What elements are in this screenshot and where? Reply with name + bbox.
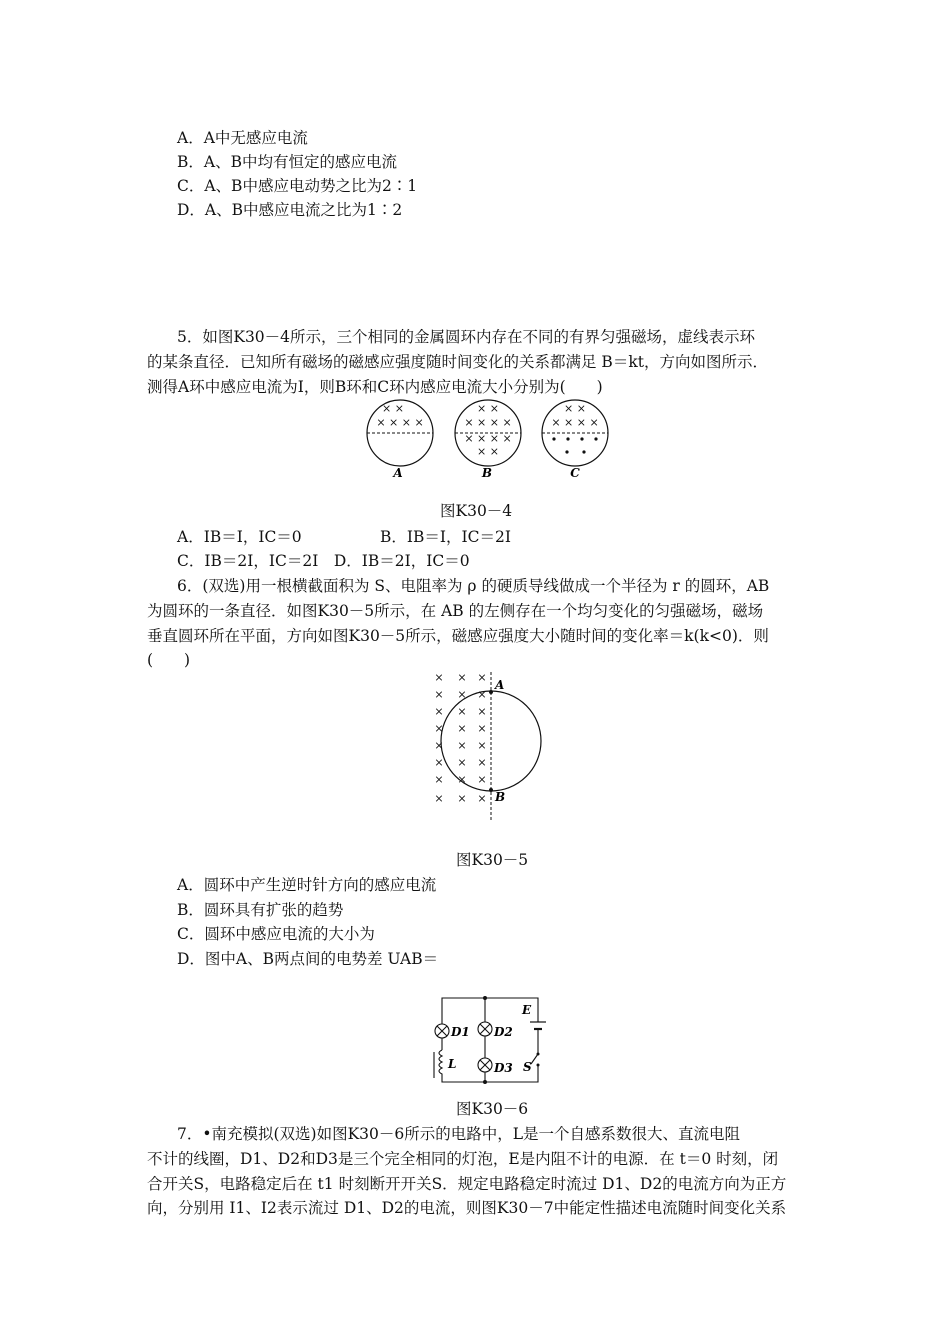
figure-k30-4 bbox=[360, 395, 620, 483]
svg-text:× ×: × × bbox=[564, 402, 586, 415]
q6-line-4: ( ) bbox=[147, 651, 191, 669]
svg-text:×: × bbox=[457, 792, 467, 805]
q6-option-d: D．图中A、B两点间的电势差 UAB＝ bbox=[177, 950, 439, 968]
svg-text:×: × bbox=[434, 792, 444, 805]
svg-text:×: × bbox=[477, 688, 487, 701]
fig6-label-d3: D3 bbox=[494, 1061, 513, 1075]
q6-option-a: A．圆环中产生逆时针方向的感应电流 bbox=[177, 876, 437, 894]
svg-text:×: × bbox=[457, 756, 467, 769]
q7-line-2: 不计的线圈，D1、D2和D3是三个完全相同的灯泡，E是内阻不计的电源．在 t＝0 时刻，闭 bbox=[147, 1150, 779, 1168]
caption-k30-6: 图K30－6 bbox=[456, 1100, 529, 1118]
q6-option-b: B．圆环具有扩张的趋势 bbox=[177, 901, 344, 919]
svg-text:× × × ×: × × × × bbox=[464, 432, 512, 445]
svg-text:×: × bbox=[477, 671, 487, 684]
svg-text:×: × bbox=[477, 756, 487, 769]
fig4-label-c: C bbox=[570, 466, 580, 480]
svg-text:×: × bbox=[477, 739, 487, 752]
q5-line-2: 的某条直径．已知所有磁场的磁感应强度随时间变化的关系都满足 B＝kt，方向如图所示． bbox=[147, 353, 768, 371]
svg-text:×: × bbox=[477, 792, 487, 805]
q4-option-c: C．A、B中感应电动势之比为2∶1 bbox=[177, 177, 418, 195]
svg-text:×: × bbox=[434, 671, 444, 684]
fig5-label-b: B bbox=[495, 790, 506, 804]
svg-text:×: × bbox=[457, 688, 467, 701]
q4-option-a: A．A中无感应电流 bbox=[177, 129, 308, 147]
svg-text:× × × ×: × × × × bbox=[464, 416, 512, 429]
fig6-label-d2: D2 bbox=[494, 1025, 513, 1039]
q7-line-1: 7．•南充模拟(双选)如图K30－6所示的电路中，L是一个自感系数很大、直流电阻 bbox=[177, 1125, 741, 1143]
svg-text:×: × bbox=[457, 671, 467, 684]
svg-text:×: × bbox=[434, 739, 444, 752]
svg-text:×: × bbox=[434, 756, 444, 769]
svg-text:×: × bbox=[477, 722, 487, 735]
fig6-label-d1: D1 bbox=[451, 1025, 470, 1039]
q6-line-1: 6．(双选)用一根横截面积为 S、电阻率为 ρ 的硬质导线做成一个半径为 r 的圆环，AB bbox=[177, 577, 770, 595]
q4-option-d: D．A、B中感应电流之比为1∶2 bbox=[177, 201, 403, 219]
fig6-label-l: L bbox=[448, 1057, 457, 1071]
fig4-label-b: B bbox=[481, 466, 493, 480]
q5-line-3: 测得A环中感应电流为I，则B环和C环内感应电流大小分别为( ) bbox=[147, 378, 603, 396]
svg-text:×: × bbox=[434, 773, 444, 786]
fig4-label-a: A bbox=[393, 466, 403, 480]
caption-k30-4: 图K30－4 bbox=[440, 502, 513, 520]
figure-k30-5 bbox=[428, 668, 553, 823]
svg-text:×: × bbox=[457, 739, 467, 752]
svg-text:× ×: × × bbox=[477, 402, 499, 415]
q6-line-3: 垂直圆环所在平面，方向如图K30－5所示，磁感应强度大小随时间的变化率＝k(k<0)．则 bbox=[147, 627, 769, 645]
q5-option-a: A．IB＝I，IC＝0 bbox=[177, 528, 302, 546]
q7-line-4: 向，分别用 I1、I2表示流过 D1、D2的电流，则图K30－7中能定性描述电流随时间变化关系 bbox=[147, 1199, 787, 1217]
svg-text:×: × bbox=[457, 773, 467, 786]
fig6-label-e: E bbox=[522, 1003, 532, 1017]
svg-text:× × × ×: × × × × bbox=[551, 416, 599, 429]
q6-option-c: C．圆环中感应电流的大小为 bbox=[177, 925, 375, 943]
svg-text:×: × bbox=[434, 722, 444, 735]
svg-text:×: × bbox=[434, 688, 444, 701]
svg-text:×: × bbox=[457, 722, 467, 735]
svg-text:× × × ×: × × × × bbox=[376, 416, 424, 429]
svg-text:×: × bbox=[477, 773, 487, 786]
svg-text:×: × bbox=[434, 705, 444, 718]
svg-text:× ×: × × bbox=[477, 445, 499, 458]
svg-text:× ×: × × bbox=[382, 402, 404, 415]
figure-k30-6 bbox=[428, 992, 558, 1088]
fig6-label-s: S bbox=[523, 1060, 532, 1074]
q5-option-cd: C．IB＝2I，IC＝2I D．IB＝2I，IC＝0 bbox=[177, 552, 470, 570]
q7-line-3: 合开关S，电路稳定后在 t1 时刻断开开关S．规定电路稳定时流过 D1、D2的电流方向为正方 bbox=[147, 1175, 787, 1193]
q5-option-b: B．IB＝I，IC＝2I bbox=[380, 528, 511, 546]
caption-k30-5: 图K30－5 bbox=[456, 851, 529, 869]
q4-option-b: B．A、B中均有恒定的感应电流 bbox=[177, 153, 397, 171]
q6-line-2: 为圆环的一条直径．如图K30－5所示，在 AB 的左侧存在一个均匀变化的匀强磁场，磁场 bbox=[147, 602, 764, 620]
svg-text:×: × bbox=[477, 705, 487, 718]
q5-line-1: 5．如图K30－4所示，三个相同的金属圆环内存在不同的有界匀强磁场，虚线表示环 bbox=[177, 328, 756, 346]
fig5-label-a: A bbox=[495, 678, 505, 692]
svg-text:×: × bbox=[457, 705, 467, 718]
